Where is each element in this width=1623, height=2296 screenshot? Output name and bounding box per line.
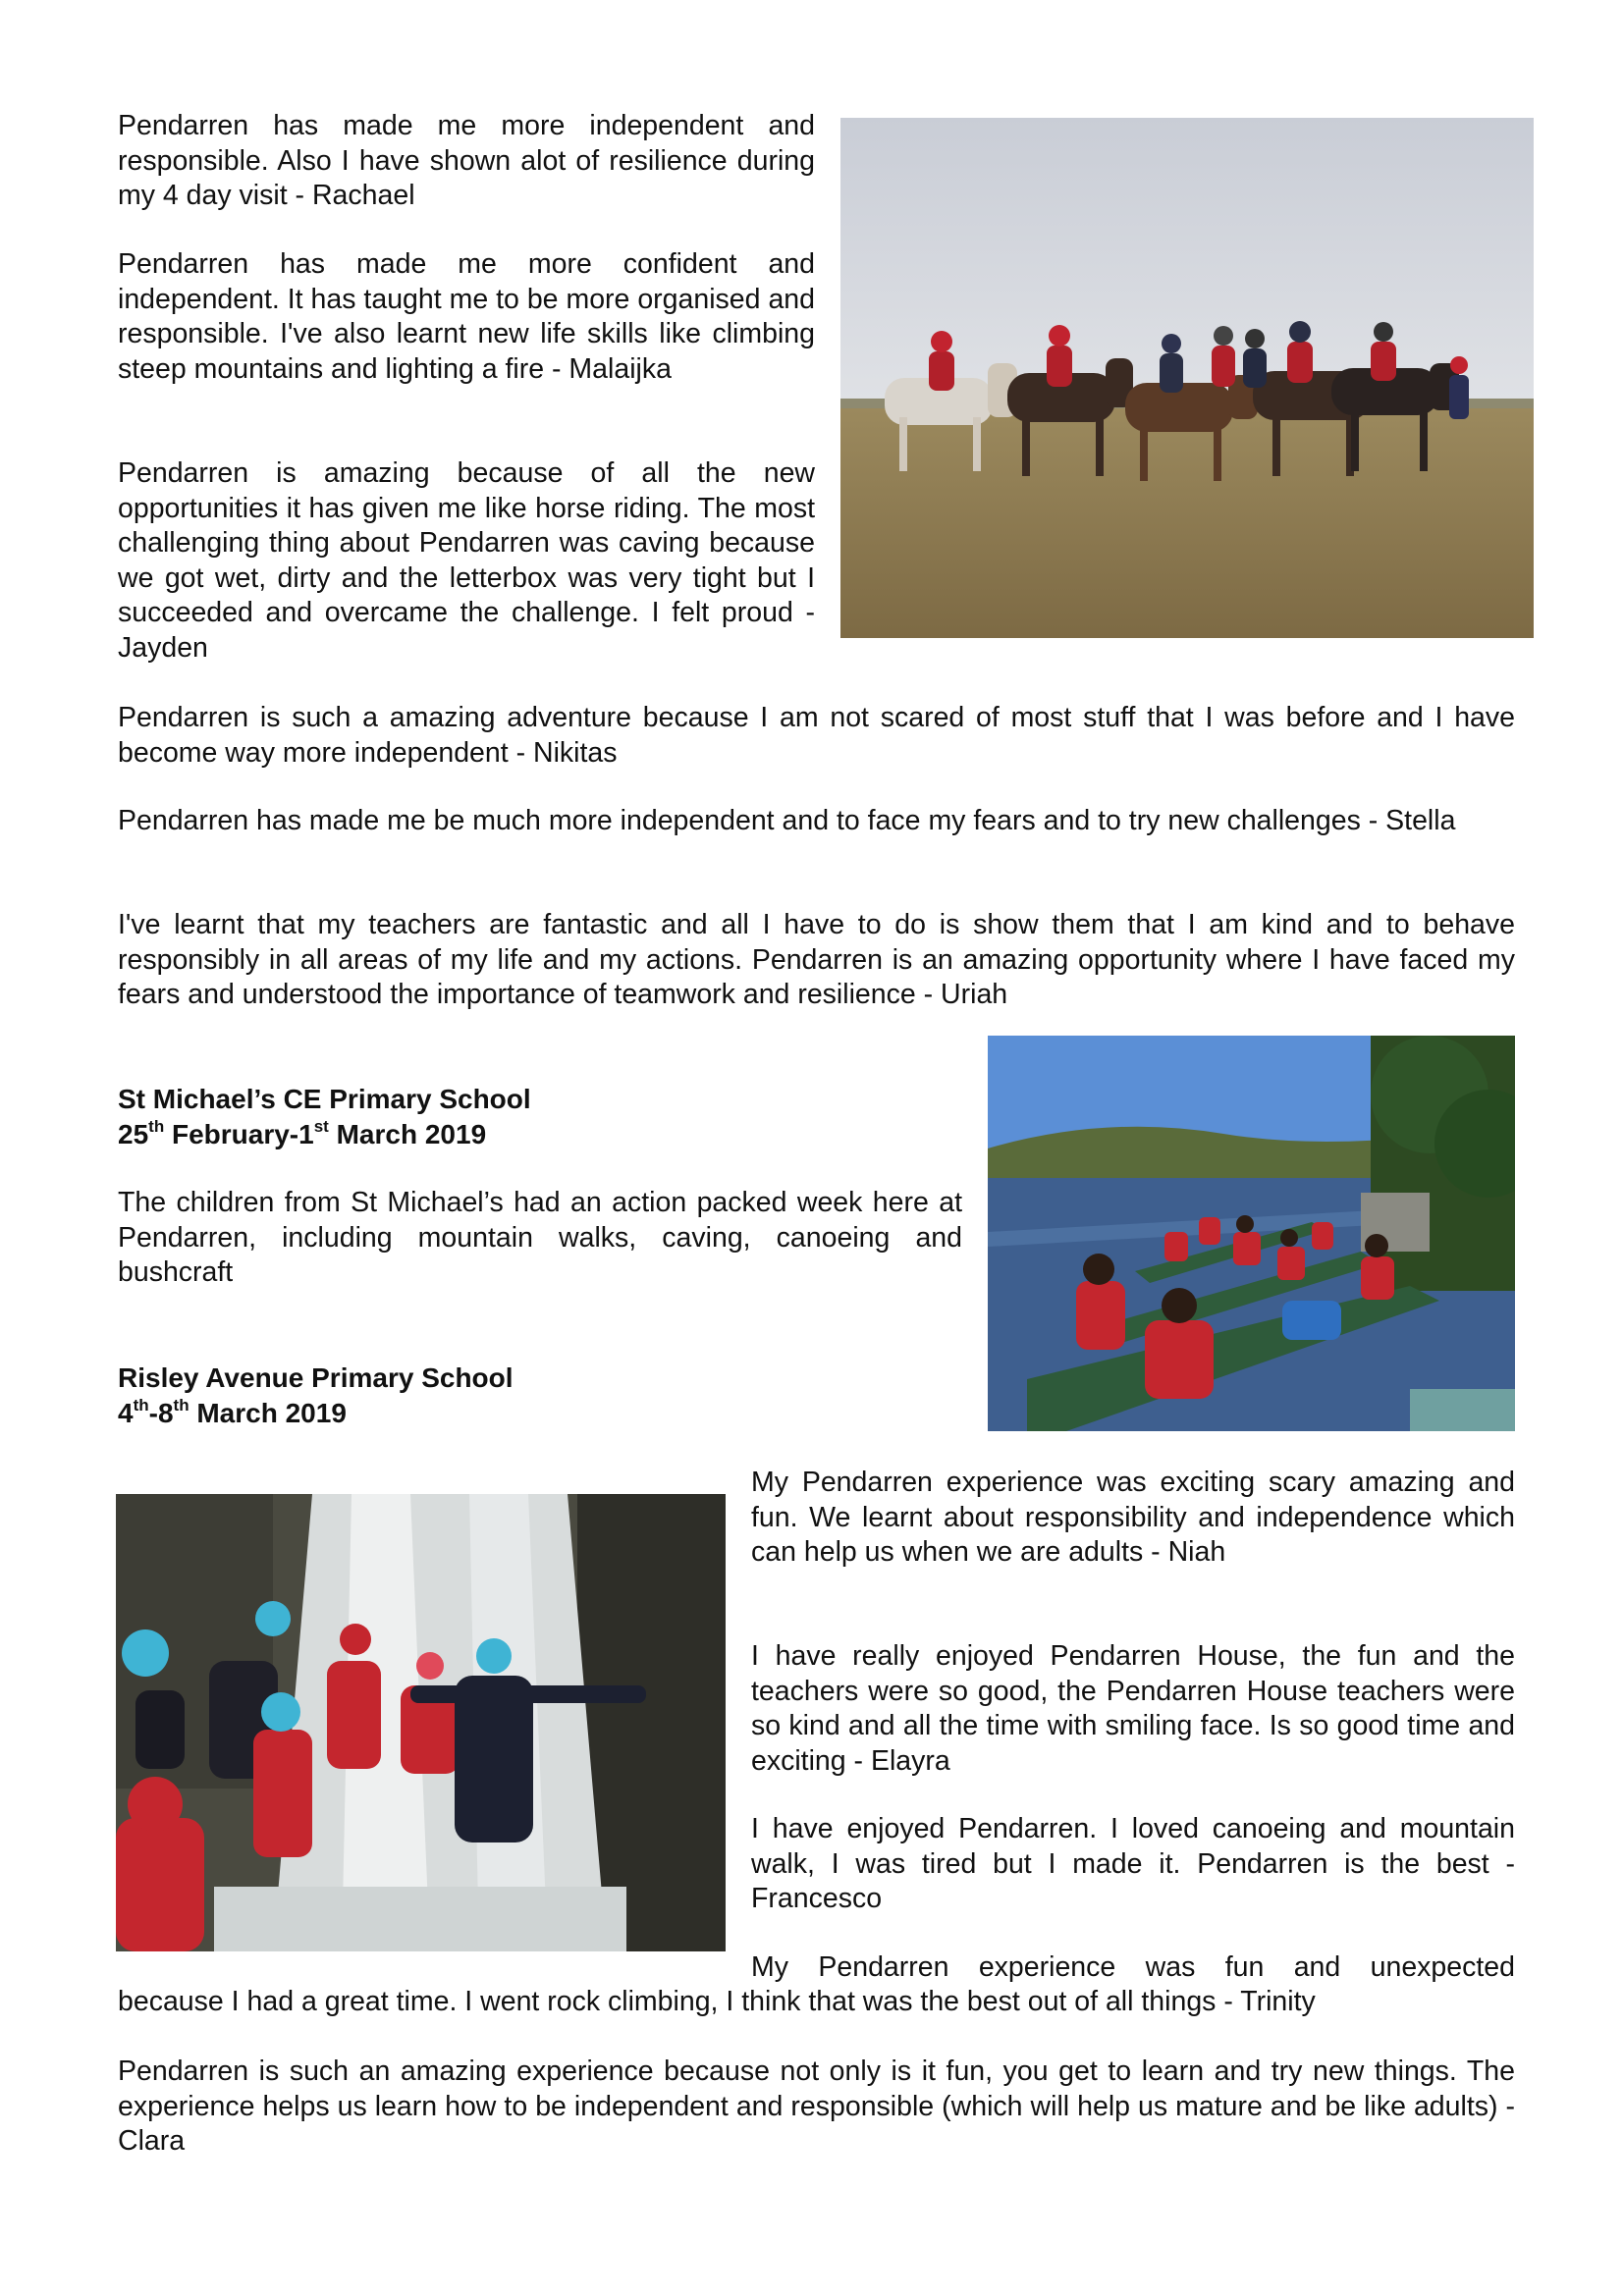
- quote-jayden: Pendarren is amazing because of all the new opportunities it has given me like horse riding. The most challenging thing about Pendarren was caving because we got wet, dirty and the letterbox was very tight but I succeeded and overcame the challenge. I felt proud - Jayden: [118, 457, 815, 664]
- quote-niah: My Pendarren experience was exciting scary amazing and fun. We learnt about responsibility and independence which can help us when we are adults - Niah: [751, 1467, 1515, 1568]
- risley-date: 4th-8th March 2019: [118, 1395, 347, 1428]
- waterfall-photo: [116, 1494, 726, 1951]
- quote-uriah: I've learnt that my teachers are fantastic and all I have to do is show them that I am kind and to behave responsibly in all areas of my life and my actions. Pendarren is an amazing opportunity where I have faced my fears and understood the importance of teamwork and resilience - Uriah: [118, 909, 1515, 1010]
- quote-clara: Pendarren is such an amazing experience because not only is it fun, you get to learn and try new things. The experience helps us learn how to be independent and responsible (which will help us mature and be like adults) - Clara: [118, 2056, 1515, 2157]
- quote-malaijka: Pendarren has made me more confident and independent. It has taught me to be more organised and responsible. I've also learnt new life skills like climbing steep mountains and lighting a fire - Malaijka: [118, 248, 815, 385]
- quote-nikitas: Pendarren is such a amazing adventure because I am not scared of most stuff that I was before and I have become way more independent - Nikitas: [118, 702, 1515, 769]
- quote-trinity-line1: My Pendarren experience was fun and unexpected: [751, 1951, 1515, 1983]
- quote-stella: Pendarren has made me be much more independent and to face my fears and to try new challenges - Stella: [118, 805, 1456, 836]
- st-michaels-date: 25th February-1st March 2019: [118, 1116, 487, 1149]
- risley-title: Risley Avenue Primary School: [118, 1362, 514, 1393]
- quote-rachael: Pendarren has made me more independent and responsible. Also I have shown alot of resilience during my 4 day visit - Rachael: [118, 110, 815, 211]
- st-michaels-body: The children from St Michael’s had an action packed week here at Pendarren, including mountain walks, caving, canoeing and bushcraft: [118, 1187, 962, 1288]
- st-michaels-title: St Michael’s CE Primary School: [118, 1084, 531, 1114]
- canoeing-photo: [988, 1036, 1515, 1431]
- horse-riding-photo: [840, 118, 1534, 638]
- quote-elayra: I have really enjoyed Pendarren House, the fun and the teachers were so good, the Pendarren House teachers were so kind and all the time with smiling face. Is so good time and exciting - Elayra: [751, 1640, 1515, 1777]
- quote-francesco: I have enjoyed Pendarren. I loved canoeing and mountain walk, I was tired but I made it. Pendarren is the best - Francesco: [751, 1813, 1515, 1914]
- quote-trinity-line2: because I had a great time. I went rock climbing, I think that was the best out of all things - Trinity: [118, 1986, 1316, 2017]
